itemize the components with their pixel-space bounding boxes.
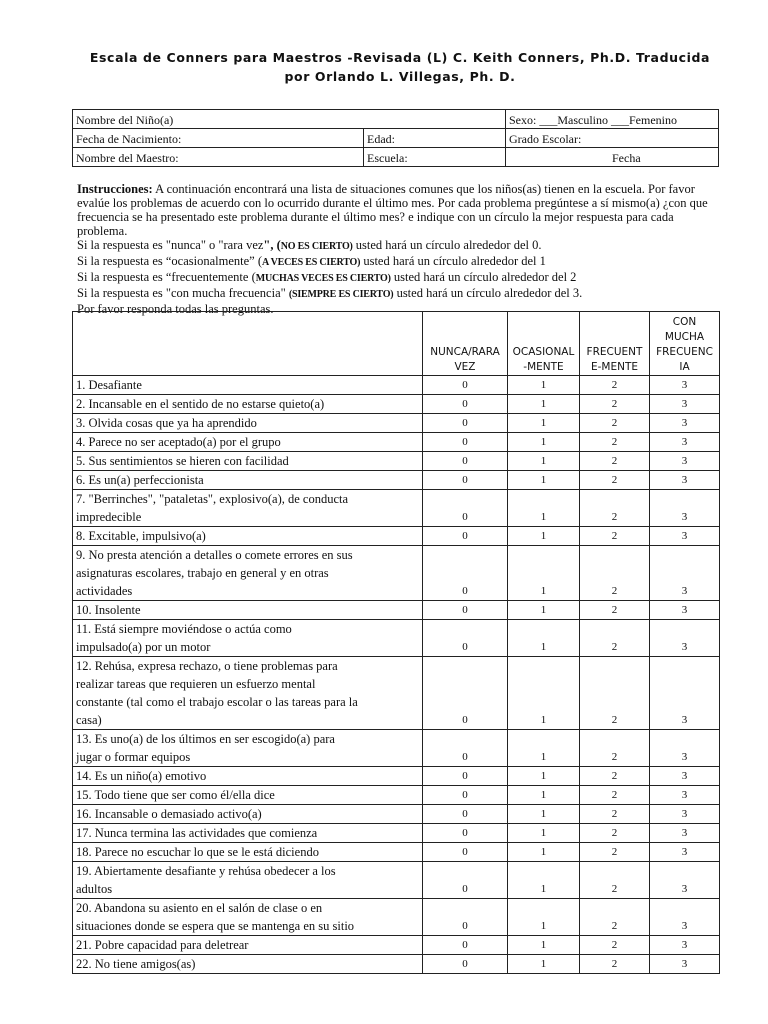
item-text-line: 21. Pobre capacidad para deletrear [76, 938, 249, 952]
text: MUCHAS VECES ES CIERTO) [255, 273, 391, 284]
text: IA [679, 361, 690, 373]
table-row [73, 955, 720, 974]
item-text-line: jugar o formar equipos [76, 750, 191, 764]
score-option[interactable]: 3 [650, 433, 720, 452]
score-option[interactable]: 1 [508, 620, 580, 657]
item-text [73, 471, 423, 490]
rating-table [72, 311, 720, 974]
item-text-line: 10. Insolente [76, 603, 141, 617]
score-option[interactable]: 0 [423, 955, 508, 974]
score-option[interactable]: 3 [650, 657, 720, 730]
score-option[interactable]: 0 [423, 657, 508, 730]
score-option[interactable]: 1 [508, 452, 580, 471]
date-label: Fecha [612, 151, 641, 165]
item-text-line: 3. Olvida cosas que ya ha aprendido [76, 416, 257, 430]
text: Si la respuesta es "nunca" o "rara vez [77, 238, 264, 252]
item-text [73, 376, 423, 395]
item-text-line: 16. Incansable o demasiado activo(a) [76, 807, 262, 821]
text: Si la respuesta es "con mucha frecuencia" [77, 286, 289, 300]
item-text-line: adultos [76, 882, 113, 896]
score-option[interactable]: 0 [423, 767, 508, 786]
score-option[interactable]: 1 [508, 601, 580, 620]
score-option[interactable]: 1 [508, 414, 580, 433]
text: NUNCA/RARA [430, 346, 500, 358]
score-option[interactable]: 2 [580, 899, 650, 936]
score-option[interactable]: 3 [650, 452, 720, 471]
score-option[interactable]: 1 [508, 767, 580, 786]
table-row [73, 471, 720, 490]
table-row [73, 546, 720, 601]
score-option[interactable]: 1 [508, 805, 580, 824]
score-option[interactable]: 2 [580, 657, 650, 730]
score-option[interactable]: 2 [580, 490, 650, 527]
score-option[interactable]: 3 [650, 395, 720, 414]
item-text-line: 14. Es un niño(a) emotivo [76, 769, 207, 783]
score-option[interactable]: 2 [580, 601, 650, 620]
title-line-2: por Orlando L. Villegas, Ph. D. [284, 69, 516, 84]
score-option[interactable]: 3 [650, 527, 720, 546]
score-option[interactable]: 3 [650, 955, 720, 974]
column-header-con-mucha-frecuencia [650, 312, 720, 376]
score-option[interactable]: 2 [580, 843, 650, 862]
item-text-line: 18. Parece no escuchar lo que se le está diciendo [76, 845, 319, 859]
item-text [73, 620, 423, 657]
title-line-1: Escala de Conners para Maestros -Revisada (L) C. Keith Conners, Ph.D. Traducida [89, 50, 711, 65]
table-row [73, 730, 720, 767]
instruction-line-answer-all: Por favor responda todas las preguntas. [77, 302, 274, 316]
table-row [73, 843, 720, 862]
item-text [73, 767, 423, 786]
score-option[interactable]: 2 [580, 936, 650, 955]
score-option[interactable]: 3 [650, 899, 720, 936]
score-option[interactable]: 2 [580, 471, 650, 490]
item-text-line: realizar tareas que requieren un esfuerzo mental [76, 677, 316, 691]
date-field[interactable] [506, 148, 719, 167]
score-option[interactable]: 2 [580, 433, 650, 452]
score-option[interactable]: 1 [508, 471, 580, 490]
score-option[interactable]: 3 [650, 824, 720, 843]
item-text [73, 490, 423, 527]
item-text-line: 4. Parece no ser aceptado(a) por el grupo [76, 435, 281, 449]
table-row [73, 395, 720, 414]
text: usted hará un círculo alrededor del 0. [352, 238, 542, 252]
item-text-line: 12. Rehúsa, expresa rechazo, o tiene problemas para [76, 659, 338, 673]
item-text-line: 7. "Berrinches", "pataletas", explosivo(a), de conducta [76, 492, 349, 506]
birth-date-field[interactable]: Fecha de Nacimiento: [73, 129, 364, 148]
item-text-line: impredecible [76, 510, 142, 524]
item-text-line: situaciones donde se espera que se mantenga en su sitio [76, 919, 355, 933]
item-text [73, 899, 423, 936]
score-option[interactable]: 0 [423, 843, 508, 862]
text: ", ( [263, 238, 281, 252]
item-text [73, 395, 423, 414]
table-row [73, 824, 720, 843]
score-option[interactable]: 0 [423, 805, 508, 824]
item-text-line: 20. Abandona su asiento en el salón de clase o en [76, 901, 323, 915]
table-row [73, 601, 720, 620]
table-row [73, 657, 720, 730]
table-row [73, 899, 720, 936]
text: E-MENTE [590, 361, 639, 373]
age-field[interactable]: Edad: [364, 129, 506, 148]
instructions [77, 182, 717, 316]
table-row [73, 433, 720, 452]
score-option[interactable]: 3 [650, 730, 720, 767]
instructions-paragraph [77, 182, 717, 238]
score-option[interactable]: 1 [508, 824, 580, 843]
score-option[interactable]: 2 [580, 730, 650, 767]
item-text-line: 8. Excitable, impulsivo(a) [76, 529, 206, 543]
item-text-line: actividades [76, 584, 133, 598]
text: -MENTE [523, 361, 564, 373]
table-row [73, 527, 720, 546]
item-text [73, 452, 423, 471]
score-option[interactable]: 0 [423, 527, 508, 546]
score-option[interactable]: 1 [508, 433, 580, 452]
column-header-nunca [423, 312, 508, 376]
text: A VECES ES CIERTO) [262, 257, 361, 268]
score-option[interactable]: 0 [423, 414, 508, 433]
score-option[interactable]: 2 [580, 395, 650, 414]
score-option[interactable]: 1 [508, 899, 580, 936]
item-text-line: 9. No presta atención a detalles o comete errores en sus [76, 548, 353, 562]
score-option[interactable]: 0 [423, 824, 508, 843]
instruction-line-occasionally [77, 254, 717, 270]
item-text-line: 17. Nunca termina las actividades que comienza [76, 826, 318, 840]
score-option[interactable]: 2 [580, 527, 650, 546]
grade-field[interactable]: Grado Escolar: [506, 129, 719, 148]
score-option[interactable]: 3 [650, 546, 720, 601]
text: CON [672, 316, 697, 328]
item-text [73, 657, 423, 730]
info-row-2 [73, 129, 719, 148]
score-option[interactable]: 0 [423, 452, 508, 471]
score-option[interactable]: 2 [580, 955, 650, 974]
score-option[interactable]: 2 [580, 452, 650, 471]
score-option[interactable]: 0 [423, 395, 508, 414]
item-text-line: 13. Es uno(a) de los últimos en ser escogido(a) para [76, 732, 335, 746]
score-option[interactable]: 3 [650, 471, 720, 490]
item-text [73, 955, 423, 974]
score-option[interactable]: 0 [423, 899, 508, 936]
score-option[interactable]: 1 [508, 786, 580, 805]
score-option[interactable]: 1 [508, 730, 580, 767]
instruction-line-very-frequently [77, 286, 717, 302]
rating-table-header [73, 312, 720, 376]
score-option[interactable]: 3 [650, 620, 720, 657]
score-option[interactable]: 1 [508, 936, 580, 955]
item-text [73, 862, 423, 899]
item-text-line: 15. Todo tiene que ser como él/ella dice [76, 788, 275, 802]
instructions-text: A continuación encontrará una lista de situaciones comunes que los niños(as) tienen en la escuela. Por favor evalúe los problemas de acuerdo con lo ocurrido durante el último mes. Por cada problema pregúntese a sí mismo(a) ¿con que frecuencia se ha presentado este problema durante el último mes? e indique con un círculo la mejor respuesta para cada problema. [77, 182, 708, 238]
score-option[interactable]: 2 [580, 546, 650, 601]
table-row [73, 452, 720, 471]
text: FRECUENC [656, 346, 713, 358]
text: FRECUENT [586, 346, 643, 358]
score-option[interactable]: 1 [508, 490, 580, 527]
column-header-ocasionalmente [508, 312, 580, 376]
score-option[interactable]: 1 [508, 843, 580, 862]
item-text [73, 936, 423, 955]
item-text-line: asignaturas escolares, trabajo en general y en otras [76, 566, 329, 580]
school-field[interactable]: Escuela: [364, 148, 506, 167]
table-row [73, 862, 720, 899]
item-text [73, 786, 423, 805]
item-text-line: 2. Incansable en el sentido de no estarse quieto(a) [76, 397, 325, 411]
item-text-line: casa) [76, 713, 102, 727]
score-option[interactable]: 1 [508, 395, 580, 414]
info-row-1 [73, 110, 719, 129]
score-option[interactable]: 0 [423, 862, 508, 899]
score-option[interactable]: 0 [423, 620, 508, 657]
table-row [73, 936, 720, 955]
table-row [73, 490, 720, 527]
text: OCASIONAL [512, 346, 575, 358]
score-option[interactable]: 1 [508, 546, 580, 601]
item-text-line: 22. No tiene amigos(as) [76, 957, 196, 971]
info-table [72, 109, 719, 167]
score-option[interactable]: 2 [580, 767, 650, 786]
score-option[interactable]: 3 [650, 601, 720, 620]
score-option[interactable]: 0 [423, 471, 508, 490]
text: Si la respuesta es “frecuentemente ( [77, 270, 256, 284]
item-text [73, 730, 423, 767]
score-option[interactable]: 3 [650, 786, 720, 805]
score-option[interactable]: 3 [650, 862, 720, 899]
score-option[interactable]: 0 [423, 376, 508, 395]
score-option[interactable]: 2 [580, 786, 650, 805]
table-row [73, 786, 720, 805]
item-text [73, 824, 423, 843]
score-option[interactable]: 0 [423, 546, 508, 601]
score-option[interactable]: 2 [580, 824, 650, 843]
item-text-line: 11. Está siempre moviéndose o actúa como [76, 622, 292, 636]
item-text [73, 433, 423, 452]
score-option[interactable]: 0 [423, 730, 508, 767]
sex-field[interactable]: Sexo: ___Masculino ___Femenino [506, 110, 719, 129]
teacher-name-field[interactable]: Nombre del Maestro: [73, 148, 364, 167]
text: NO ES CIERTO) [280, 241, 353, 252]
text: usted hará un círculo alrededor del 2 [390, 270, 577, 284]
score-option[interactable]: 2 [580, 862, 650, 899]
score-option[interactable]: 3 [650, 490, 720, 527]
table-row [73, 620, 720, 657]
item-text [73, 601, 423, 620]
instructions-label: Instrucciones: [77, 182, 153, 196]
table-row [73, 767, 720, 786]
instruction-line-never [77, 238, 717, 254]
score-option[interactable]: 1 [508, 527, 580, 546]
score-option[interactable]: 1 [508, 955, 580, 974]
score-option[interactable]: 2 [580, 620, 650, 657]
item-text [73, 843, 423, 862]
item-text [73, 805, 423, 824]
info-row-3 [73, 148, 719, 167]
text: MUCHA [664, 331, 705, 343]
item-text-line: 6. Es un(a) perfeccionista [76, 473, 204, 487]
score-option[interactable]: 2 [580, 414, 650, 433]
score-option[interactable]: 0 [423, 601, 508, 620]
instruction-line-frequently [77, 270, 717, 286]
text: VEZ [454, 361, 476, 373]
score-option[interactable]: 2 [580, 805, 650, 824]
text: (SIEMPRE ES CIERTO) [288, 289, 394, 300]
score-option[interactable]: 1 [508, 862, 580, 899]
item-text [73, 527, 423, 546]
table-row [73, 414, 720, 433]
score-option[interactable]: 3 [650, 936, 720, 955]
item-text-line: 5. Sus sentimientos se hieren con facilidad [76, 454, 289, 468]
item-text-line: constante (tal como el trabajo escolar o las tareas para la [76, 695, 358, 709]
score-option[interactable]: 0 [423, 490, 508, 527]
score-option[interactable]: 0 [423, 936, 508, 955]
score-option[interactable]: 3 [650, 805, 720, 824]
child-name-field[interactable]: Nombre del Niño(a) [73, 110, 506, 129]
score-option[interactable]: 0 [423, 786, 508, 805]
score-option[interactable]: 3 [650, 414, 720, 433]
column-header-frecuentemente [580, 312, 650, 376]
item-text [73, 546, 423, 601]
table-row [73, 805, 720, 824]
text: usted hará un círculo alrededor del 3. [393, 286, 583, 300]
document-title [60, 48, 740, 86]
score-option[interactable]: 3 [650, 376, 720, 395]
score-option[interactable]: 1 [508, 657, 580, 730]
item-text-line: impulsado(a) por un motor [76, 640, 211, 654]
score-option[interactable]: 3 [650, 843, 720, 862]
header-blank [73, 312, 423, 376]
item-text-line: 1. Desafiante [76, 378, 142, 392]
table-row [73, 376, 720, 395]
text: Si la respuesta es “ocasionalmente” ( [77, 254, 262, 268]
text: usted hará un círculo alrededor del 1 [360, 254, 546, 268]
score-option[interactable]: 2 [580, 376, 650, 395]
score-option[interactable]: 1 [508, 376, 580, 395]
score-option[interactable]: 3 [650, 767, 720, 786]
item-text-line: 19. Abiertamente desafiante y rehúsa obedecer a los [76, 864, 336, 878]
item-text [73, 414, 423, 433]
score-option[interactable]: 0 [423, 433, 508, 452]
